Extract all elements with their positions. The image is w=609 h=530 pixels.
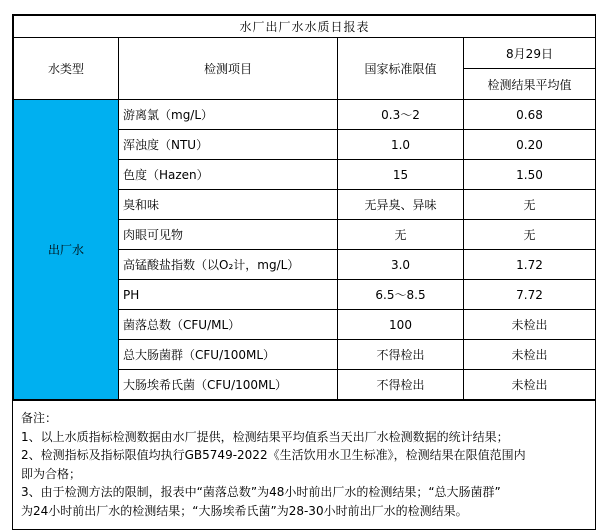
header-water-type: 水类型 (14, 38, 119, 100)
row-standard: 15 (338, 160, 464, 190)
row-result: 1.50 (464, 160, 596, 190)
row-standard: 不得检出 (338, 340, 464, 370)
row-result: 7.72 (464, 280, 596, 310)
row-item: 高锰酸盐指数（以O₂计，mg/L） (119, 250, 338, 280)
row-standard: 6.5～8.5 (338, 280, 464, 310)
row-standard: 1.0 (338, 130, 464, 160)
row-item: 肉眼可见物 (119, 220, 338, 250)
notes-section (13, 400, 595, 529)
row-standard: 无异臭、异味 (338, 190, 464, 220)
row-result: 未检出 (464, 370, 596, 400)
row-item: PH (119, 280, 338, 310)
row-item: 色度（Hazen） (119, 160, 338, 190)
report-container (12, 14, 596, 530)
row-result: 1.72 (464, 250, 596, 280)
header-date: 8月29日 (464, 38, 596, 69)
header-standard: 国家标准限值 (338, 38, 464, 100)
row-standard: 不得检出 (338, 370, 464, 400)
row-item: 浑浊度（NTU） (119, 130, 338, 160)
row-item: 总大肠菌群（CFU/100ML） (119, 340, 338, 370)
page-title: 水厂出厂水水质日报表 (14, 16, 596, 38)
header-result-label: 检测结果平均值 (464, 69, 596, 100)
row-result: 0.68 (464, 100, 596, 130)
header-item: 检测项目 (119, 38, 338, 100)
report-table (13, 15, 596, 400)
row-result: 0.20 (464, 130, 596, 160)
row-item: 大肠埃希氏菌（CFU/100ML） (119, 370, 338, 400)
notes-line: 即为合格； (21, 466, 82, 481)
row-result: 无 (464, 220, 596, 250)
row-item: 臭和味 (119, 190, 338, 220)
row-result: 未检出 (464, 340, 596, 370)
row-item: 游离氯（mg/L） (119, 100, 338, 130)
header-row (14, 38, 596, 69)
notes-label: 备注： (21, 411, 58, 425)
row-result: 无 (464, 190, 596, 220)
row-standard: 100 (338, 310, 464, 340)
notes-line: 为24小时前出厂水的检测结果；“大肠埃希氏菌”为28-30小时前出厂水的检测结果。 (21, 503, 468, 518)
row-standard: 无 (338, 220, 464, 250)
row-result: 未检出 (464, 310, 596, 340)
water-type-value: 出厂水 (14, 100, 119, 400)
row-standard: 0.3～2 (338, 100, 464, 130)
row-standard: 3.0 (338, 250, 464, 280)
table-row (14, 100, 596, 130)
notes-line: 3、由于检测方法的限制，报表中“菌落总数”为48小时前出厂水的检测结果；“总大肠菌群” (21, 485, 501, 500)
title-row (14, 16, 596, 38)
notes-line: 2、检测指标及指标限值均执行GB5749-2022《生活饮用水卫生标准》，检测结果在限值范围内 (21, 448, 526, 463)
notes-line: 1、以上水质指标检测数据由水厂提供，检测结果平均值系当天出厂水检测数据的统计结果； (21, 429, 509, 444)
row-item: 菌落总数（CFU/ML） (119, 310, 338, 340)
